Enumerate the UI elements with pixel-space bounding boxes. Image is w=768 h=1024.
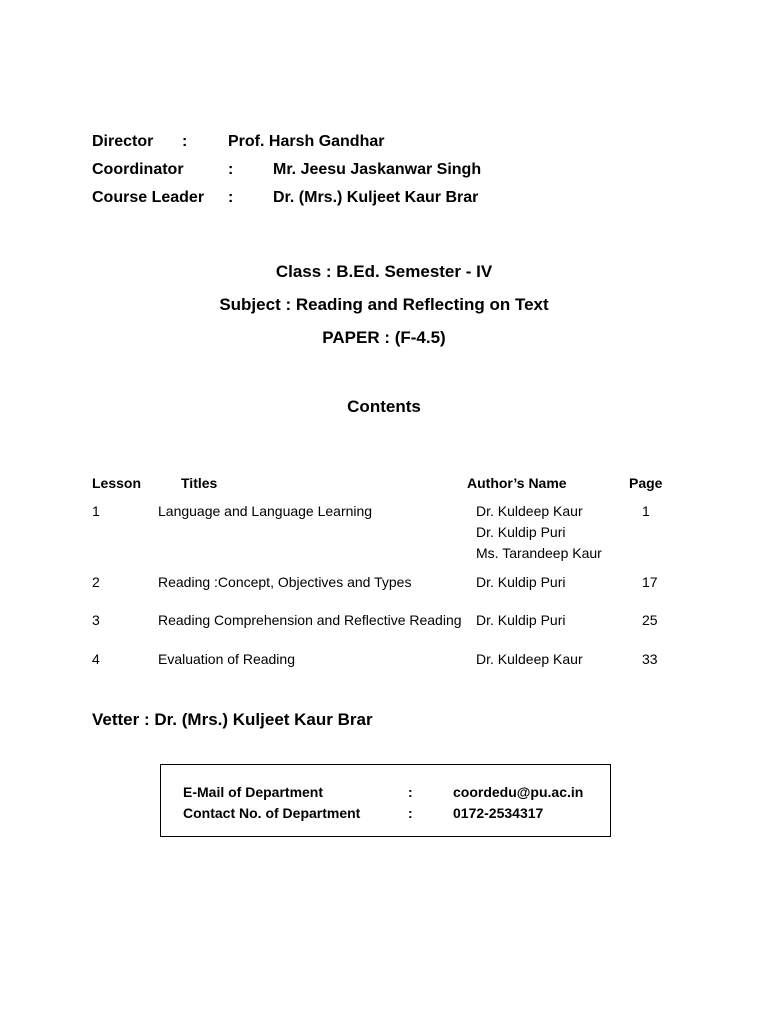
coordinator-label: Coordinator bbox=[92, 161, 184, 178]
course-leader-name: Dr. (Mrs.) Kuljeet Kaur Brar bbox=[273, 189, 479, 206]
contents-title: Contents bbox=[347, 397, 421, 416]
row-3-author-1: Dr. Kuldip Puri bbox=[476, 612, 566, 628]
row-1-author-1: Dr. Kuldeep Kaur bbox=[476, 503, 583, 519]
paper-line: PAPER : (F-4.5) bbox=[322, 328, 446, 347]
header-lesson: Lesson bbox=[92, 475, 142, 491]
contact-box bbox=[160, 764, 611, 837]
vetter-line: Vetter : Dr. (Mrs.) Kuljeet Kaur Brar bbox=[92, 710, 373, 729]
row-1-author-3: Ms. Tarandeep Kaur bbox=[476, 545, 602, 561]
phone-value: 0172-2534317 bbox=[453, 805, 544, 821]
row-1-title: Language and Language Learning bbox=[158, 503, 373, 519]
subject-line: Subject : Reading and Reflecting on Text bbox=[219, 295, 549, 314]
director-label: Director bbox=[92, 133, 154, 150]
row-4-page: 33 bbox=[642, 651, 658, 667]
coordinator-name: Mr. Jeesu Jaskanwar Singh bbox=[273, 161, 482, 178]
course-leader-label: Course Leader bbox=[92, 189, 205, 206]
email-separator: : bbox=[408, 784, 413, 800]
row-1-page: 1 bbox=[642, 503, 650, 519]
row-3-lesson: 3 bbox=[92, 612, 100, 628]
row-2-author-1: Dr. Kuldip Puri bbox=[476, 574, 566, 590]
email-label: E-Mail of Department bbox=[183, 784, 324, 800]
row-3-title: Reading Comprehension and Reflective Reading bbox=[158, 612, 462, 628]
row-2-lesson: 2 bbox=[92, 574, 100, 590]
row-4-title: Evaluation of Reading bbox=[158, 651, 295, 667]
coordinator-separator: : bbox=[228, 161, 234, 178]
director-separator: : bbox=[182, 133, 188, 150]
phone-label: Contact No. of Department bbox=[183, 805, 361, 821]
row-1-lesson: 1 bbox=[92, 503, 100, 519]
header-author: Author’s Name bbox=[467, 475, 567, 491]
phone-separator: : bbox=[408, 805, 413, 821]
row-2-page: 17 bbox=[642, 574, 658, 590]
row-4-author-1: Dr. Kuldeep Kaur bbox=[476, 651, 583, 667]
row-4-lesson: 4 bbox=[92, 651, 100, 667]
course-leader-separator: : bbox=[228, 189, 234, 206]
class-line: Class : B.Ed. Semester - IV bbox=[275, 262, 493, 281]
director-name: Prof. Harsh Gandhar bbox=[228, 133, 385, 150]
header-titles: Titles bbox=[181, 475, 218, 491]
row-2-title: Reading :Concept, Objectives and Types bbox=[158, 574, 412, 590]
row-1-author-2: Dr. Kuldip Puri bbox=[476, 524, 566, 540]
header-page: Page bbox=[629, 475, 663, 491]
row-3-page: 25 bbox=[642, 612, 658, 628]
email-value: coordedu@pu.ac.in bbox=[453, 784, 584, 800]
